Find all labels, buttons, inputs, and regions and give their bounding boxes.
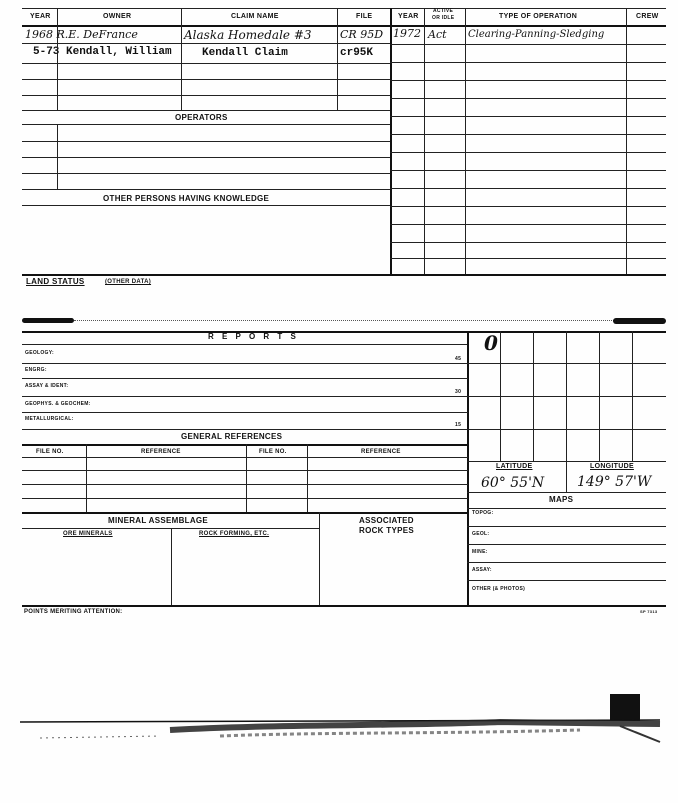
land-status-heading: LAND STATUS (26, 277, 85, 286)
references-bottom-rule (22, 512, 468, 514)
operation-grid-line (390, 206, 666, 207)
operation-grid-line (390, 98, 666, 99)
ref-col-reference-2: REFERENCE (361, 449, 401, 455)
entry-owner-handwritten: 1968 R.E. DeFrance (25, 28, 138, 41)
header-divider (181, 8, 182, 26)
header-divider (57, 8, 58, 26)
operation-grid-line (390, 134, 666, 135)
operators-grid-line (22, 173, 390, 174)
reports-right-border (467, 331, 469, 607)
maps-heading: MAPS (549, 495, 574, 504)
map-assay: ASSAY: (472, 567, 492, 573)
owner-grid-line (22, 110, 390, 111)
report-engrg: ENGRG: (25, 367, 47, 373)
header-bottom-rule (22, 25, 666, 27)
report-geophys: GEOPHYS. & GEOCHEM: (25, 401, 91, 407)
owner-grid-line (181, 26, 182, 110)
report-number-15: 15 (455, 422, 462, 428)
operation-grid-line (390, 62, 666, 63)
references-grid-line (86, 444, 87, 513)
lat-long-rule (467, 492, 666, 493)
scan-strip-right (613, 318, 666, 324)
associated-rock-types-line2: ROCK TYPES (359, 526, 415, 535)
operation-grid-line (424, 26, 425, 275)
header-file: FILE (356, 13, 373, 20)
report-rule (22, 378, 468, 379)
map-mine: MINE: (472, 549, 488, 555)
owner-grid-line (22, 79, 390, 80)
land-status-subheading: (OTHER DATA) (105, 279, 152, 285)
owner-grid-line (22, 63, 390, 64)
location-grid-line (467, 363, 666, 364)
header-divider (390, 8, 392, 26)
rock-forming-heading: ROCK FORMING, ETC. (199, 531, 270, 537)
operators-grid-line (22, 189, 390, 190)
entry-file-handwritten: CR 95D (340, 28, 384, 41)
operation-grid-line (390, 116, 666, 117)
ref-col-file-no-2: FILE NO. (259, 449, 287, 455)
ref-col-file-no-1: FILE NO. (36, 449, 64, 455)
report-assay: ASSAY & IDENT: (25, 383, 69, 389)
report-number-45: 45 (455, 356, 462, 362)
operation-grid-line (390, 152, 666, 153)
maps-rule (467, 508, 666, 509)
operation-grid-line (465, 26, 466, 275)
map-other-photos: OTHER (& PHOTOS) (472, 586, 526, 592)
top-border (22, 8, 666, 9)
operators-grid-line (22, 157, 390, 158)
maps-rule (467, 544, 666, 545)
form-number: SP 7313 (640, 609, 658, 614)
entry-year-handwritten: 1972 (393, 27, 421, 40)
references-grid-line (246, 444, 247, 513)
report-rule (22, 363, 468, 364)
operators-grid-line (22, 141, 390, 142)
map-geol: GEOL: (472, 531, 490, 537)
ore-minerals-heading: ORE MINERALS (63, 531, 113, 537)
operation-grid-line (390, 258, 666, 259)
mineral-divider (171, 528, 172, 605)
reports-heading: R E P O R T S (208, 332, 299, 341)
report-number-30: 30 (455, 389, 462, 395)
report-rule (22, 396, 468, 397)
general-references-heading: GENERAL REFERENCES (181, 432, 283, 441)
entry-claim-handwritten: Alaska Homedale #3 (184, 28, 312, 42)
operation-grid-line (390, 26, 392, 275)
scan-strip-line (74, 320, 614, 321)
owner-grid-line (57, 26, 58, 110)
header-year-2: YEAR (398, 13, 419, 20)
header-type-of-operation: TYPE OF OPERATION (499, 13, 578, 20)
header-claim-name: CLAIM NAME (231, 13, 279, 20)
operation-grid-line (390, 170, 666, 171)
entry-operation-handwritten: Clearing-Panning-Sledging (468, 29, 605, 40)
maps-rule (467, 526, 666, 527)
header-year: YEAR (30, 13, 51, 20)
operation-grid-line (390, 188, 666, 189)
header-or-idle: OR IDLE (432, 15, 455, 21)
land-status-top-rule (22, 274, 666, 276)
report-metallurgical: METALLURGICAL: (25, 416, 74, 422)
entry-status-handwritten: Act (428, 28, 447, 41)
report-rule (22, 429, 468, 430)
owner-grid-line (22, 95, 390, 96)
scan-noise-streak (20, 712, 665, 762)
report-geology: GEOLOGY: (25, 350, 54, 356)
associated-rock-types-line1: ASSOCIATED (359, 516, 414, 525)
operators-rule (22, 124, 390, 125)
mineral-divider (319, 512, 320, 605)
header-owner: OWNER (103, 13, 132, 20)
operation-grid-line (390, 242, 666, 243)
entry-claim-typed: Kendall Claim (202, 47, 288, 59)
references-grid-line (22, 457, 468, 458)
map-topog: TOPOG: (472, 510, 494, 516)
owner-grid-line (337, 26, 338, 110)
latitude-label: LATITUDE (496, 463, 533, 470)
references-grid-line (22, 470, 468, 471)
mineral-bottom-rule (22, 605, 666, 607)
entry-file-typed: cr95K (340, 47, 374, 59)
other-persons-rule (22, 205, 390, 206)
entry-owner-typed: 5-73 Kendall, William (33, 46, 172, 58)
maps-rule (467, 580, 666, 581)
reports-rule (22, 344, 468, 345)
report-rule (22, 412, 468, 413)
operation-grid-line (390, 44, 666, 45)
header-divider (626, 8, 627, 26)
operation-grid-line (390, 224, 666, 225)
references-grid-line (307, 444, 308, 513)
other-persons-heading: OTHER PERSONS HAVING KNOWLEDGE (103, 194, 270, 203)
header-divider (424, 8, 425, 26)
maps-rule (467, 562, 666, 563)
references-grid-line (22, 498, 468, 499)
lat-long-divider (566, 461, 567, 492)
longitude-value: 149° 57'W (577, 474, 652, 490)
mineral-assemblage-heading: MINERAL ASSEMBLAGE (108, 516, 209, 525)
points-meriting-attention: POINTS MERITING ATTENTION: (24, 609, 123, 615)
operators-heading: OPERATORS (175, 113, 228, 122)
operation-grid-line (390, 80, 666, 81)
location-grid-line (467, 396, 666, 397)
reports-top-rule (22, 331, 666, 333)
scan-strip-left (22, 318, 74, 323)
references-rule (22, 444, 468, 446)
references-grid-line (22, 484, 468, 485)
header-crew: CREW (636, 13, 659, 20)
operation-grid-line (626, 26, 627, 275)
location-grid-mark: 0 (484, 331, 498, 355)
header-divider (337, 8, 338, 26)
longitude-label: LONGITUDE (590, 463, 634, 470)
ref-col-reference-1: REFERENCE (141, 449, 181, 455)
header-divider (465, 8, 466, 26)
latitude-value: 60° 55'N (481, 475, 545, 491)
header-active: ACTIVE (433, 8, 454, 14)
location-grid-line (467, 429, 666, 430)
